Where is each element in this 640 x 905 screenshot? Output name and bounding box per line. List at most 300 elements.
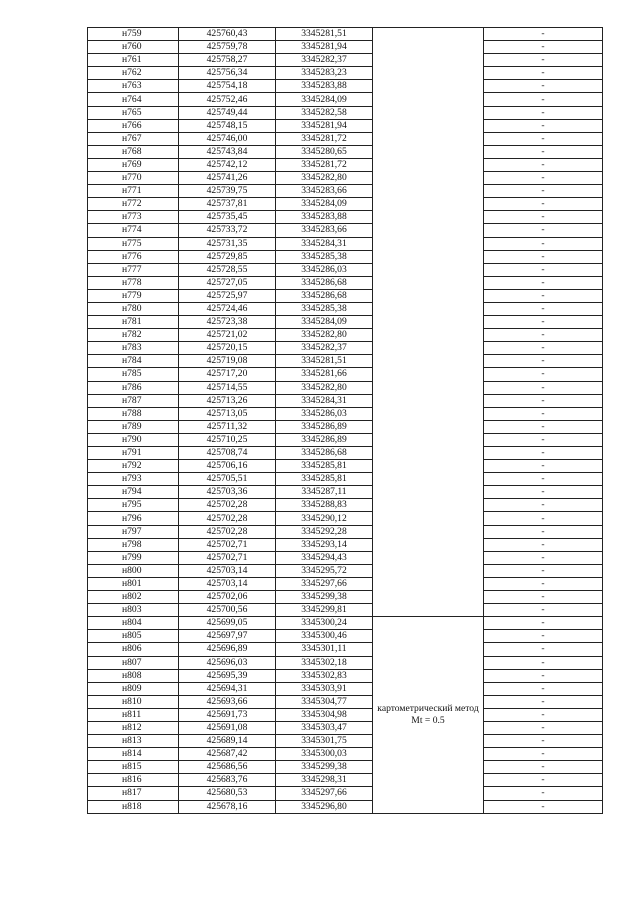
method-cell: картометрический метод Mt = 0.5 bbox=[373, 617, 484, 813]
point-name-cell: н789 bbox=[88, 420, 179, 433]
x-coordinate-cell: 425727,05 bbox=[179, 276, 276, 289]
table-row bbox=[88, 28, 603, 41]
precision-cell: - bbox=[484, 695, 603, 708]
y-coordinate-cell: 3345282,37 bbox=[276, 54, 373, 67]
table-row bbox=[88, 355, 603, 368]
y-coordinate-cell: 3345296,80 bbox=[276, 800, 373, 813]
table-row bbox=[88, 525, 603, 538]
table-row bbox=[88, 512, 603, 525]
table-row bbox=[88, 106, 603, 119]
point-name-cell: н760 bbox=[88, 41, 179, 54]
point-name-cell: н770 bbox=[88, 172, 179, 185]
x-coordinate-cell: 425702,71 bbox=[179, 538, 276, 551]
precision-cell: - bbox=[484, 237, 603, 250]
x-coordinate-cell: 425725,97 bbox=[179, 289, 276, 302]
table-row bbox=[88, 67, 603, 80]
y-coordinate-cell: 3345284,09 bbox=[276, 198, 373, 211]
point-name-cell: н774 bbox=[88, 224, 179, 237]
precision-cell: - bbox=[484, 158, 603, 171]
x-coordinate-cell: 425713,26 bbox=[179, 394, 276, 407]
y-coordinate-cell: 3345286,89 bbox=[276, 420, 373, 433]
precision-cell: - bbox=[484, 748, 603, 761]
y-coordinate-cell: 3345292,28 bbox=[276, 525, 373, 538]
point-name-cell: н812 bbox=[88, 721, 179, 734]
point-name-cell: н807 bbox=[88, 656, 179, 669]
x-coordinate-cell: 425742,12 bbox=[179, 158, 276, 171]
y-coordinate-cell: 3345282,80 bbox=[276, 381, 373, 394]
precision-cell: - bbox=[484, 54, 603, 67]
table-row bbox=[88, 551, 603, 564]
x-coordinate-cell: 425696,89 bbox=[179, 643, 276, 656]
table-row bbox=[88, 54, 603, 67]
y-coordinate-cell: 3345284,09 bbox=[276, 93, 373, 106]
precision-cell: - bbox=[484, 224, 603, 237]
table-row bbox=[88, 132, 603, 145]
precision-cell: - bbox=[484, 735, 603, 748]
point-name-cell: н763 bbox=[88, 80, 179, 93]
table-row bbox=[88, 643, 603, 656]
point-name-cell: н769 bbox=[88, 158, 179, 171]
y-coordinate-cell: 3345285,38 bbox=[276, 302, 373, 315]
point-name-cell: н766 bbox=[88, 119, 179, 132]
precision-cell: - bbox=[484, 525, 603, 538]
y-coordinate-cell: 3345286,68 bbox=[276, 289, 373, 302]
point-name-cell: н784 bbox=[88, 355, 179, 368]
precision-cell: - bbox=[484, 289, 603, 302]
table-row bbox=[88, 289, 603, 302]
precision-cell: - bbox=[484, 302, 603, 315]
precision-cell: - bbox=[484, 643, 603, 656]
x-coordinate-cell: 425687,42 bbox=[179, 748, 276, 761]
point-name-cell: н801 bbox=[88, 577, 179, 590]
y-coordinate-cell: 3345286,68 bbox=[276, 447, 373, 460]
table-row bbox=[88, 302, 603, 315]
y-coordinate-cell: 3345283,23 bbox=[276, 67, 373, 80]
y-coordinate-cell: 3345285,81 bbox=[276, 460, 373, 473]
precision-cell: - bbox=[484, 551, 603, 564]
x-coordinate-cell: 425694,31 bbox=[179, 682, 276, 695]
precision-cell: - bbox=[484, 93, 603, 106]
point-name-cell: н796 bbox=[88, 512, 179, 525]
x-coordinate-cell: 425702,28 bbox=[179, 499, 276, 512]
x-coordinate-cell: 425729,85 bbox=[179, 250, 276, 263]
y-coordinate-cell: 3345284,31 bbox=[276, 394, 373, 407]
table-row bbox=[88, 630, 603, 643]
x-coordinate-cell: 425678,16 bbox=[179, 800, 276, 813]
y-coordinate-cell: 3345286,89 bbox=[276, 433, 373, 446]
table-row bbox=[88, 119, 603, 132]
y-coordinate-cell: 3345297,66 bbox=[276, 577, 373, 590]
y-coordinate-cell: 3345282,80 bbox=[276, 329, 373, 342]
table-row bbox=[88, 224, 603, 237]
x-coordinate-cell: 425702,28 bbox=[179, 525, 276, 538]
y-coordinate-cell: 3345286,68 bbox=[276, 276, 373, 289]
precision-cell: - bbox=[484, 447, 603, 460]
point-name-cell: н799 bbox=[88, 551, 179, 564]
x-coordinate-cell: 425706,16 bbox=[179, 460, 276, 473]
x-coordinate-cell: 425705,51 bbox=[179, 473, 276, 486]
table-row bbox=[88, 368, 603, 381]
point-name-cell: н798 bbox=[88, 538, 179, 551]
table-row bbox=[88, 800, 603, 813]
point-name-cell: н780 bbox=[88, 302, 179, 315]
x-coordinate-cell: 425691,73 bbox=[179, 708, 276, 721]
x-coordinate-cell: 425717,20 bbox=[179, 368, 276, 381]
table-row bbox=[88, 394, 603, 407]
precision-cell: - bbox=[484, 473, 603, 486]
y-coordinate-cell: 3345304,77 bbox=[276, 695, 373, 708]
coordinates-table bbox=[87, 27, 603, 814]
precision-cell: - bbox=[484, 604, 603, 617]
precision-cell: - bbox=[484, 564, 603, 577]
y-coordinate-cell: 3345300,03 bbox=[276, 748, 373, 761]
x-coordinate-cell: 425686,56 bbox=[179, 761, 276, 774]
point-name-cell: н781 bbox=[88, 316, 179, 329]
table-row bbox=[88, 473, 603, 486]
point-name-cell: н759 bbox=[88, 28, 179, 41]
point-name-cell: н782 bbox=[88, 329, 179, 342]
precision-cell: - bbox=[484, 433, 603, 446]
precision-cell: - bbox=[484, 198, 603, 211]
y-coordinate-cell: 3345303,47 bbox=[276, 721, 373, 734]
table-row bbox=[88, 577, 603, 590]
point-name-cell: н785 bbox=[88, 368, 179, 381]
table-row bbox=[88, 564, 603, 577]
point-name-cell: н761 bbox=[88, 54, 179, 67]
x-coordinate-cell: 425756,34 bbox=[179, 67, 276, 80]
y-coordinate-cell: 3345281,94 bbox=[276, 119, 373, 132]
x-coordinate-cell: 425724,46 bbox=[179, 302, 276, 315]
table-row bbox=[88, 80, 603, 93]
precision-cell: - bbox=[484, 381, 603, 394]
precision-cell: - bbox=[484, 656, 603, 669]
table-row bbox=[88, 538, 603, 551]
x-coordinate-cell: 425758,27 bbox=[179, 54, 276, 67]
table-row bbox=[88, 263, 603, 276]
precision-cell: - bbox=[484, 617, 603, 630]
table-row bbox=[88, 420, 603, 433]
x-coordinate-cell: 425731,35 bbox=[179, 237, 276, 250]
x-coordinate-cell: 425697,97 bbox=[179, 630, 276, 643]
table-row bbox=[88, 656, 603, 669]
point-name-cell: н775 bbox=[88, 237, 179, 250]
table-row bbox=[88, 669, 603, 682]
point-name-cell: н777 bbox=[88, 263, 179, 276]
y-coordinate-cell: 3345301,75 bbox=[276, 735, 373, 748]
x-coordinate-cell: 425703,14 bbox=[179, 564, 276, 577]
point-name-cell: н767 bbox=[88, 132, 179, 145]
y-coordinate-cell: 3345283,88 bbox=[276, 211, 373, 224]
point-name-cell: н772 bbox=[88, 198, 179, 211]
table-row bbox=[88, 276, 603, 289]
table-row bbox=[88, 708, 603, 721]
x-coordinate-cell: 425728,55 bbox=[179, 263, 276, 276]
y-coordinate-cell: 3345282,58 bbox=[276, 106, 373, 119]
x-coordinate-cell: 425733,72 bbox=[179, 224, 276, 237]
precision-cell: - bbox=[484, 774, 603, 787]
y-coordinate-cell: 3345298,31 bbox=[276, 774, 373, 787]
x-coordinate-cell: 425721,02 bbox=[179, 329, 276, 342]
x-coordinate-cell: 425746,00 bbox=[179, 132, 276, 145]
point-name-cell: н771 bbox=[88, 185, 179, 198]
x-coordinate-cell: 425693,66 bbox=[179, 695, 276, 708]
point-name-cell: н792 bbox=[88, 460, 179, 473]
x-coordinate-cell: 425748,15 bbox=[179, 119, 276, 132]
precision-cell: - bbox=[484, 486, 603, 499]
table-row bbox=[88, 591, 603, 604]
table-row bbox=[88, 211, 603, 224]
precision-cell: - bbox=[484, 28, 603, 41]
precision-cell: - bbox=[484, 407, 603, 420]
y-coordinate-cell: 3345281,94 bbox=[276, 41, 373, 54]
precision-cell: - bbox=[484, 316, 603, 329]
precision-cell: - bbox=[484, 800, 603, 813]
point-name-cell: н762 bbox=[88, 67, 179, 80]
precision-cell: - bbox=[484, 106, 603, 119]
x-coordinate-cell: 425714,55 bbox=[179, 381, 276, 394]
y-coordinate-cell: 3345302,18 bbox=[276, 656, 373, 669]
table-row bbox=[88, 721, 603, 734]
y-coordinate-cell: 3345285,38 bbox=[276, 250, 373, 263]
table-row bbox=[88, 617, 603, 630]
y-coordinate-cell: 3345284,09 bbox=[276, 316, 373, 329]
y-coordinate-cell: 3345301,11 bbox=[276, 643, 373, 656]
x-coordinate-cell: 425702,28 bbox=[179, 512, 276, 525]
table-row bbox=[88, 316, 603, 329]
y-coordinate-cell: 3345281,72 bbox=[276, 132, 373, 145]
point-name-cell: н804 bbox=[88, 617, 179, 630]
y-coordinate-cell: 3345281,72 bbox=[276, 158, 373, 171]
point-name-cell: н800 bbox=[88, 564, 179, 577]
y-coordinate-cell: 3345297,66 bbox=[276, 787, 373, 800]
precision-cell: - bbox=[484, 394, 603, 407]
point-name-cell: н813 bbox=[88, 735, 179, 748]
precision-cell: - bbox=[484, 119, 603, 132]
precision-cell: - bbox=[484, 185, 603, 198]
precision-cell: - bbox=[484, 132, 603, 145]
x-coordinate-cell: 425735,45 bbox=[179, 211, 276, 224]
y-coordinate-cell: 3345288,83 bbox=[276, 499, 373, 512]
table-row bbox=[88, 93, 603, 106]
x-coordinate-cell: 425703,14 bbox=[179, 577, 276, 590]
table-row bbox=[88, 604, 603, 617]
y-coordinate-cell: 3345285,81 bbox=[276, 473, 373, 486]
method-cell bbox=[373, 28, 484, 617]
point-name-cell: н794 bbox=[88, 486, 179, 499]
y-coordinate-cell: 3345299,81 bbox=[276, 604, 373, 617]
x-coordinate-cell: 425700,56 bbox=[179, 604, 276, 617]
x-coordinate-cell: 425695,39 bbox=[179, 669, 276, 682]
y-coordinate-cell: 3345280,65 bbox=[276, 145, 373, 158]
point-name-cell: н808 bbox=[88, 669, 179, 682]
table-row bbox=[88, 342, 603, 355]
y-coordinate-cell: 3345286,03 bbox=[276, 407, 373, 420]
y-coordinate-cell: 3345284,31 bbox=[276, 237, 373, 250]
x-coordinate-cell: 425749,44 bbox=[179, 106, 276, 119]
precision-cell: - bbox=[484, 355, 603, 368]
y-coordinate-cell: 3345293,14 bbox=[276, 538, 373, 551]
x-coordinate-cell: 425720,15 bbox=[179, 342, 276, 355]
precision-cell: - bbox=[484, 630, 603, 643]
x-coordinate-cell: 425708,74 bbox=[179, 447, 276, 460]
precision-cell: - bbox=[484, 211, 603, 224]
y-coordinate-cell: 3345281,51 bbox=[276, 355, 373, 368]
point-name-cell: н791 bbox=[88, 447, 179, 460]
x-coordinate-cell: 425710,25 bbox=[179, 433, 276, 446]
precision-cell: - bbox=[484, 499, 603, 512]
precision-cell: - bbox=[484, 682, 603, 695]
point-name-cell: н810 bbox=[88, 695, 179, 708]
x-coordinate-cell: 425699,05 bbox=[179, 617, 276, 630]
point-name-cell: н779 bbox=[88, 289, 179, 302]
precision-cell: - bbox=[484, 460, 603, 473]
x-coordinate-cell: 425754,18 bbox=[179, 80, 276, 93]
point-name-cell: н790 bbox=[88, 433, 179, 446]
precision-cell: - bbox=[484, 276, 603, 289]
table-row bbox=[88, 486, 603, 499]
x-coordinate-cell: 425759,78 bbox=[179, 41, 276, 54]
precision-cell: - bbox=[484, 420, 603, 433]
y-coordinate-cell: 3345299,38 bbox=[276, 761, 373, 774]
x-coordinate-cell: 425696,03 bbox=[179, 656, 276, 669]
precision-cell: - bbox=[484, 538, 603, 551]
table-row bbox=[88, 761, 603, 774]
precision-cell: - bbox=[484, 591, 603, 604]
y-coordinate-cell: 3345290,12 bbox=[276, 512, 373, 525]
table-row bbox=[88, 735, 603, 748]
point-name-cell: н765 bbox=[88, 106, 179, 119]
point-name-cell: н786 bbox=[88, 381, 179, 394]
y-coordinate-cell: 3345281,51 bbox=[276, 28, 373, 41]
point-name-cell: н768 bbox=[88, 145, 179, 158]
point-name-cell: н815 bbox=[88, 761, 179, 774]
table-row bbox=[88, 250, 603, 263]
x-coordinate-cell: 425752,46 bbox=[179, 93, 276, 106]
table-row bbox=[88, 329, 603, 342]
precision-cell: - bbox=[484, 263, 603, 276]
precision-cell: - bbox=[484, 329, 603, 342]
y-coordinate-cell: 3345300,46 bbox=[276, 630, 373, 643]
y-coordinate-cell: 3345283,66 bbox=[276, 185, 373, 198]
table-row bbox=[88, 381, 603, 394]
table-row bbox=[88, 774, 603, 787]
point-name-cell: н818 bbox=[88, 800, 179, 813]
point-name-cell: н773 bbox=[88, 211, 179, 224]
point-name-cell: н764 bbox=[88, 93, 179, 106]
precision-cell: - bbox=[484, 512, 603, 525]
table-row bbox=[88, 460, 603, 473]
precision-cell: - bbox=[484, 41, 603, 54]
x-coordinate-cell: 425719,08 bbox=[179, 355, 276, 368]
precision-cell: - bbox=[484, 787, 603, 800]
y-coordinate-cell: 3345282,80 bbox=[276, 172, 373, 185]
x-coordinate-cell: 425683,76 bbox=[179, 774, 276, 787]
x-coordinate-cell: 425703,36 bbox=[179, 486, 276, 499]
precision-cell: - bbox=[484, 172, 603, 185]
y-coordinate-cell: 3345303,91 bbox=[276, 682, 373, 695]
point-name-cell: н778 bbox=[88, 276, 179, 289]
y-coordinate-cell: 3345283,66 bbox=[276, 224, 373, 237]
x-coordinate-cell: 425691,08 bbox=[179, 721, 276, 734]
y-coordinate-cell: 3345304,98 bbox=[276, 708, 373, 721]
table-row bbox=[88, 198, 603, 211]
x-coordinate-cell: 425743,84 bbox=[179, 145, 276, 158]
x-coordinate-cell: 425702,71 bbox=[179, 551, 276, 564]
x-coordinate-cell: 425741,26 bbox=[179, 172, 276, 185]
x-coordinate-cell: 425739,75 bbox=[179, 185, 276, 198]
point-name-cell: н817 bbox=[88, 787, 179, 800]
table-row bbox=[88, 433, 603, 446]
table-row bbox=[88, 682, 603, 695]
point-name-cell: н805 bbox=[88, 630, 179, 643]
x-coordinate-cell: 425689,14 bbox=[179, 735, 276, 748]
point-name-cell: н797 bbox=[88, 525, 179, 538]
table-row bbox=[88, 145, 603, 158]
x-coordinate-cell: 425680,53 bbox=[179, 787, 276, 800]
y-coordinate-cell: 3345302,83 bbox=[276, 669, 373, 682]
point-name-cell: н811 bbox=[88, 708, 179, 721]
point-name-cell: н793 bbox=[88, 473, 179, 486]
table-row bbox=[88, 407, 603, 420]
x-coordinate-cell: 425702,06 bbox=[179, 591, 276, 604]
coordinates-table-body bbox=[88, 28, 603, 814]
point-name-cell: н787 bbox=[88, 394, 179, 407]
point-name-cell: н814 bbox=[88, 748, 179, 761]
point-name-cell: н795 bbox=[88, 499, 179, 512]
table-row bbox=[88, 172, 603, 185]
precision-cell: - bbox=[484, 761, 603, 774]
x-coordinate-cell: 425723,38 bbox=[179, 316, 276, 329]
y-coordinate-cell: 3345294,43 bbox=[276, 551, 373, 564]
table-row bbox=[88, 748, 603, 761]
precision-cell: - bbox=[484, 250, 603, 263]
point-name-cell: н802 bbox=[88, 591, 179, 604]
x-coordinate-cell: 425713,05 bbox=[179, 407, 276, 420]
x-coordinate-cell: 425760,43 bbox=[179, 28, 276, 41]
y-coordinate-cell: 3345287,11 bbox=[276, 486, 373, 499]
point-name-cell: н809 bbox=[88, 682, 179, 695]
y-coordinate-cell: 3345281,66 bbox=[276, 368, 373, 381]
y-coordinate-cell: 3345282,37 bbox=[276, 342, 373, 355]
table-row bbox=[88, 158, 603, 171]
precision-cell: - bbox=[484, 669, 603, 682]
precision-cell: - bbox=[484, 342, 603, 355]
point-name-cell: н816 bbox=[88, 774, 179, 787]
point-name-cell: н783 bbox=[88, 342, 179, 355]
table-row bbox=[88, 237, 603, 250]
x-coordinate-cell: 425737,81 bbox=[179, 198, 276, 211]
table-row bbox=[88, 447, 603, 460]
precision-cell: - bbox=[484, 368, 603, 381]
point-name-cell: н788 bbox=[88, 407, 179, 420]
table-row bbox=[88, 41, 603, 54]
precision-cell: - bbox=[484, 721, 603, 734]
precision-cell: - bbox=[484, 67, 603, 80]
table-row bbox=[88, 787, 603, 800]
point-name-cell: н776 bbox=[88, 250, 179, 263]
table-row bbox=[88, 185, 603, 198]
precision-cell: - bbox=[484, 577, 603, 590]
y-coordinate-cell: 3345283,88 bbox=[276, 80, 373, 93]
point-name-cell: н803 bbox=[88, 604, 179, 617]
point-name-cell: н806 bbox=[88, 643, 179, 656]
precision-cell: - bbox=[484, 145, 603, 158]
x-coordinate-cell: 425711,32 bbox=[179, 420, 276, 433]
table-row bbox=[88, 499, 603, 512]
y-coordinate-cell: 3345286,03 bbox=[276, 263, 373, 276]
y-coordinate-cell: 3345295,72 bbox=[276, 564, 373, 577]
precision-cell: - bbox=[484, 80, 603, 93]
